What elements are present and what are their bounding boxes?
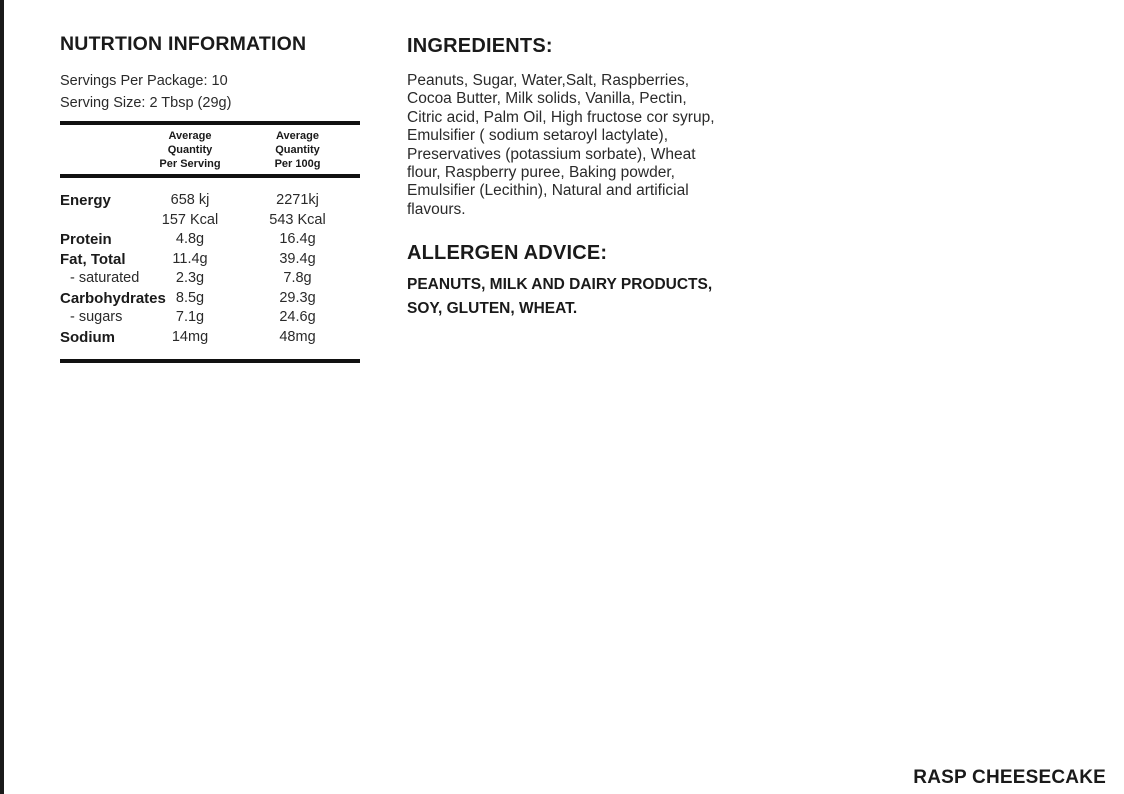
- product-name: RASP CHEESECAKE: [913, 767, 1106, 788]
- table-row: [60, 269, 360, 289]
- ingredients-line: flavours.: [407, 200, 466, 218]
- header-per-100g: Average Quantity Per 100g: [274, 130, 321, 170]
- row-value-per-serving: 11.4g: [172, 250, 208, 267]
- page-left-border: [0, 0, 4, 794]
- ingredients-line: Citric acid, Palm Oil, High fructose cor syrup,: [407, 108, 715, 126]
- row-value-per-100g: 16.4g: [279, 231, 316, 247]
- row-label: - saturated: [70, 270, 140, 286]
- ingredients-title: INGREDIENTS:: [407, 35, 553, 57]
- table-row: [60, 308, 360, 328]
- row-value-per-serving: 658 kj: [170, 192, 210, 208]
- table-row: [60, 191, 360, 211]
- table-row: [60, 250, 360, 270]
- row-value-per-100g: 7.8g: [283, 270, 312, 286]
- ingredients-line: Emulsifier (Lecithin), Natural and artificial: [407, 182, 689, 200]
- allergen-title: ALLERGEN ADVICE:: [407, 242, 608, 265]
- row-value-per-100g: 29.3g: [279, 289, 316, 306]
- nutrition-panel: [60, 33, 365, 363]
- nutrition-table: [60, 121, 360, 363]
- nutrition-table-body: [60, 178, 360, 359]
- nutrition-title: NUTRTION INFORMATION: [60, 33, 307, 55]
- row-value-per-serving: 7.1g: [175, 309, 205, 325]
- table-rule-bottom: [60, 359, 360, 363]
- allergen-line: PEANUTS, MILK AND DAIRY PRODUCTS,: [407, 276, 713, 294]
- servings-per-package: Servings Per Package: 10: [60, 73, 228, 89]
- row-value-per-serving: 2.3g: [175, 270, 205, 286]
- ingredients-text: [407, 72, 787, 219]
- table-row: [60, 211, 360, 231]
- row-value-per-100g: 39.4g: [279, 250, 316, 267]
- row-value-per-100g: 2271kj: [276, 192, 319, 208]
- row-value-per-serving: 4.8g: [175, 231, 205, 247]
- row-value-per-serving: 8.5g: [175, 289, 205, 306]
- ingredients-line: Cocoa Butter, Milk solids, Vanilla, Pectin,: [407, 90, 687, 108]
- row-value-per-100g: 48mg: [279, 328, 316, 345]
- table-row: [60, 328, 360, 348]
- row-label: [60, 211, 145, 231]
- ingredients-line: Emulsifier ( sodium setaroyl lactylate),: [407, 127, 668, 145]
- ingredients-line: flour, Raspberry puree, Baking powder,: [407, 164, 675, 182]
- serving-size: Serving Size: 2 Tbsp (29g): [60, 95, 232, 111]
- ingredients-panel: [407, 35, 787, 321]
- row-label: - sugars: [70, 309, 123, 325]
- allergen-text: [407, 273, 787, 321]
- row-label: Protein: [60, 231, 112, 248]
- allergen-block: [407, 242, 787, 321]
- row-label: Carbohydrates: [60, 289, 166, 307]
- row-value-per-serving: 157 Kcal: [161, 211, 219, 228]
- row-value-per-serving: 14mg: [171, 328, 209, 345]
- table-row: [60, 230, 360, 250]
- header-spacer: [60, 129, 145, 171]
- row-value-per-100g: 543 Kcal: [269, 211, 326, 228]
- nutrition-table-header: [60, 125, 360, 174]
- allergen-line: SOY, GLUTEN, WHEAT.: [407, 300, 578, 318]
- ingredients-line: Preservatives (potassium sorbate), Wheat: [407, 145, 696, 163]
- header-per-serving: Average Quantity Per Serving: [159, 130, 221, 170]
- ingredients-line: Peanuts, Sugar, Water,Salt, Raspberries,: [407, 72, 690, 89]
- row-label: Energy: [60, 192, 111, 209]
- row-label: Fat, Total: [60, 250, 126, 268]
- row-value-per-100g: 24.6g: [279, 309, 316, 325]
- table-row: [60, 289, 360, 309]
- row-label: Sodium: [60, 328, 115, 346]
